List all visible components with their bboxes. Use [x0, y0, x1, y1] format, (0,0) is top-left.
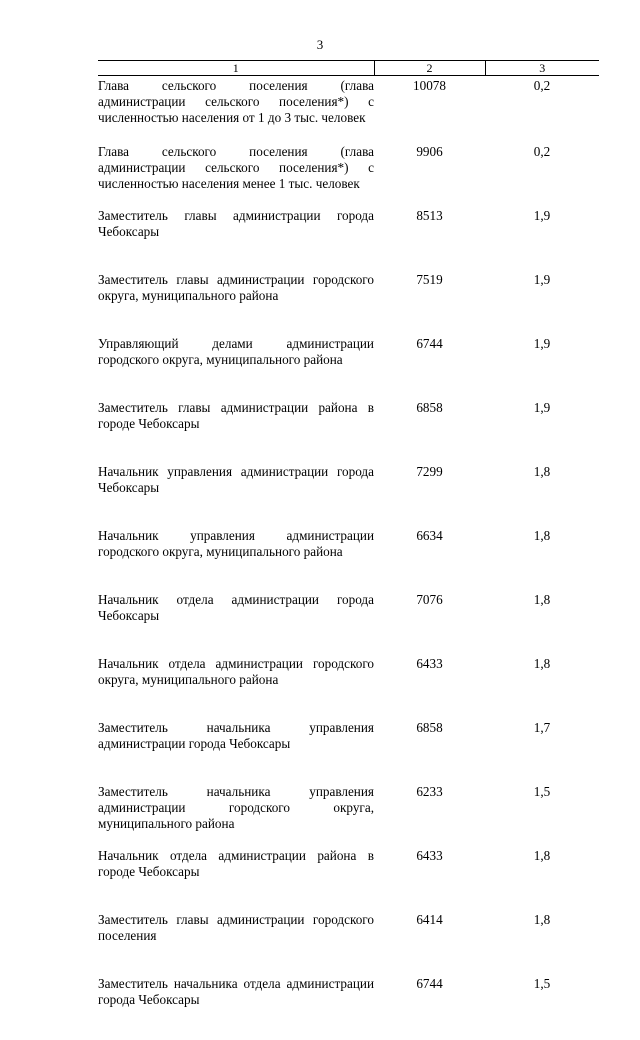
position-name-cell: Заместитель главы администрации городского округа, муниципального района: [98, 272, 374, 336]
table-row: [98, 464, 599, 528]
salary-value-cell: 6433: [374, 848, 485, 912]
table-row: [98, 76, 599, 145]
salary-table: [98, 60, 599, 1040]
position-name-cell: Заместитель главы администрации города Чебоксары: [98, 208, 374, 272]
salary-value-cell: 8513: [374, 208, 485, 272]
salary-value-cell: 7519: [374, 272, 485, 336]
coefficient-cell: 1,5: [485, 976, 599, 1040]
position-name-cell: Заместитель главы администрации района в городе Чебоксары: [98, 400, 374, 464]
coefficient-cell: 1,9: [485, 272, 599, 336]
table-row: [98, 272, 599, 336]
table-row: [98, 592, 599, 656]
salary-value-cell: 6858: [374, 720, 485, 784]
table-row: [98, 976, 599, 1040]
coefficient-cell: 1,8: [485, 848, 599, 912]
position-name-cell: Глава сельского поселения (глава администрации сельского поселения*) с численностью населения менее 1 тыс. человек: [98, 144, 374, 208]
position-name-cell: Начальник отдела администрации района в городе Чебоксары: [98, 848, 374, 912]
salary-value-cell: 7299: [374, 464, 485, 528]
salary-value-cell: 6634: [374, 528, 485, 592]
salary-value-cell: 6744: [374, 336, 485, 400]
coefficient-cell: 0,2: [485, 144, 599, 208]
table-row: [98, 336, 599, 400]
table-row: [98, 720, 599, 784]
column-header-2: 2: [374, 61, 485, 76]
salary-value-cell: 6744: [374, 976, 485, 1040]
column-header-3: 3: [485, 61, 599, 76]
coefficient-cell: 1,8: [485, 528, 599, 592]
coefficient-cell: 1,8: [485, 592, 599, 656]
coefficient-cell: 1,9: [485, 336, 599, 400]
table-header-row: [98, 61, 599, 76]
salary-value-cell: 6433: [374, 656, 485, 720]
position-name-cell: Начальник управления администрации городского округа, муниципального района: [98, 528, 374, 592]
table-row: [98, 656, 599, 720]
table-body: [98, 76, 599, 1040]
position-name-cell: Начальник отдела администрации городского округа, муниципального района: [98, 656, 374, 720]
position-name-cell: Заместитель начальника управления администрации городского округа, муниципального района: [98, 784, 374, 848]
position-name-cell: Глава сельского поселения (глава администрации сельского поселения*) с численностью населения от 1 до 3 тыс. человек: [98, 76, 374, 145]
page-number: 3: [0, 37, 640, 53]
table-row: [98, 400, 599, 464]
salary-value-cell: 6233: [374, 784, 485, 848]
table-row: [98, 912, 599, 976]
position-name-cell: Управляющий делами администрации городского округа, муниципального района: [98, 336, 374, 400]
position-name-cell: Заместитель начальника отдела администрации города Чебоксары: [98, 976, 374, 1040]
salary-value-cell: 10078: [374, 76, 485, 145]
coefficient-cell: 0,2: [485, 76, 599, 145]
column-header-1: 1: [98, 61, 374, 76]
table-row: [98, 528, 599, 592]
table-row: [98, 208, 599, 272]
coefficient-cell: 1,8: [485, 464, 599, 528]
coefficient-cell: 1,9: [485, 400, 599, 464]
salary-value-cell: 7076: [374, 592, 485, 656]
salary-value-cell: 6414: [374, 912, 485, 976]
position-name-cell: Заместитель начальника управления администрации города Чебоксары: [98, 720, 374, 784]
position-name-cell: Заместитель главы администрации городского поселения: [98, 912, 374, 976]
coefficient-cell: 1,8: [485, 656, 599, 720]
coefficient-cell: 1,8: [485, 912, 599, 976]
coefficient-cell: 1,5: [485, 784, 599, 848]
salary-value-cell: 9906: [374, 144, 485, 208]
table-row: [98, 144, 599, 208]
coefficient-cell: 1,7: [485, 720, 599, 784]
position-name-cell: Начальник отдела администрации города Чебоксары: [98, 592, 374, 656]
position-name-cell: Начальник управления администрации города Чебоксары: [98, 464, 374, 528]
table-row: [98, 848, 599, 912]
coefficient-cell: 1,9: [485, 208, 599, 272]
table-row: [98, 784, 599, 848]
salary-value-cell: 6858: [374, 400, 485, 464]
